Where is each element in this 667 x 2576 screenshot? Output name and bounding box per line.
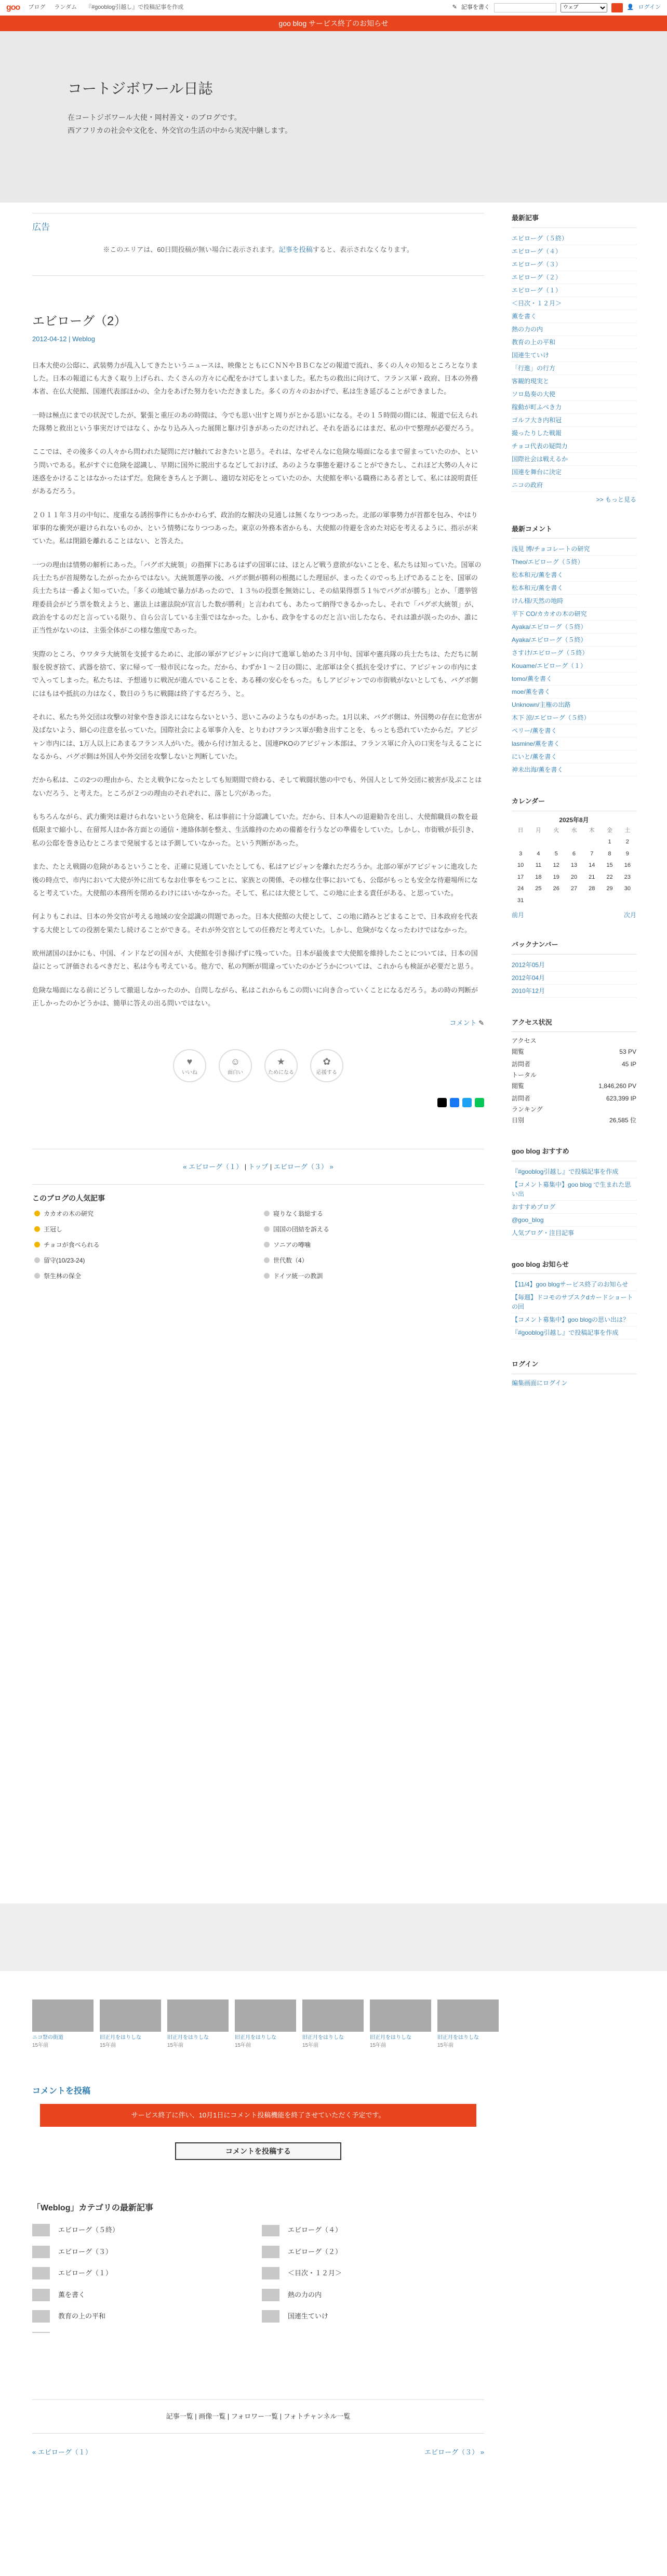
entry-date: 2012-04-12: [32, 335, 67, 343]
comment-post-title: コメントを投稿: [32, 2087, 91, 2096]
recent-comments: [512, 524, 636, 777]
access-label: アクセス: [512, 1037, 537, 1044]
hatena-share-icon[interactable]: [462, 1098, 472, 1107]
comment-end-banner[interactable]: サービス終了に伴い、10月1日にコメント投稿機能を終了させていただく予定です。: [40, 2104, 476, 2127]
top-link[interactable]: トップ: [248, 1162, 269, 1171]
thumb-image: [370, 2000, 431, 2032]
post-article-link[interactable]: 記事を投稿: [278, 245, 313, 253]
recommend-item[interactable]: 人気ブログ・注目記事: [512, 1229, 575, 1237]
entry-body: [32, 359, 484, 1010]
comment-item[interactable]: Kouame/エビローグ（１）: [512, 662, 587, 669]
entry-paragraph: ２０１１年３月の中旬に、度重なる誘拐事件にもかかわらず、政治的な解決の見通しは無くなりつつあった。北部の軍事勢力が首都を包み、やはり軍事的な衝突が避けられないものか、という情勢になりつつあった。東京の外務本省からも、大使館の待避を含めた対応を考えるように、指示が来ていた。私は閉鎖を離れることはない、と答えた。: [32, 511, 478, 545]
entry-meta: 2012-04-12 | Weblog: [32, 335, 95, 343]
thumb-item[interactable]: 旧正月をはりしな 15年前: [437, 2000, 499, 2049]
star-icon: ★: [276, 1056, 286, 1067]
thumb-item[interactable]: 旧正月をはりしな 15年前: [100, 2000, 161, 2049]
login-section: [512, 1359, 636, 1388]
comment-item[interactable]: Theo/エビローグ（５終）: [512, 558, 584, 566]
blog-title[interactable]: コートジボワール日誌: [68, 81, 213, 97]
flower-icon: ✿: [323, 1056, 331, 1067]
notice-item[interactable]: 【毎週】ドコモのサブスクdカードショートの回: [512, 1294, 633, 1310]
entry-paragraph: 欧州諸国のほかにも、中国、インドなどの国々が、大使館を引き揚げずに残っていた。日本が最後まで大使館を維持したことについては、日本の国益にとって評価されるべきだと、私は今も考えている。他方で、私の判断が間違っていたのかどうかについては、これからも検証が必要だと思う。: [32, 949, 478, 971]
reaction-useful-button[interactable]: ★ ためになる: [264, 1049, 298, 1082]
recent-item[interactable]: 熱の力の内: [512, 325, 543, 333]
admin-login-link[interactable]: 編集画面にログイン: [512, 1379, 568, 1387]
recent-item[interactable]: エビローグ（２）: [512, 273, 562, 281]
backnumber-item[interactable]: 2012年05月: [512, 961, 545, 969]
comment-item[interactable]: moe/薫を書く: [512, 688, 551, 695]
notice-title: goo blog お知らせ: [512, 1259, 636, 1274]
ad-strip: [0, 1903, 667, 1971]
popular-item[interactable]: 王冠し: [32, 1225, 255, 1234]
entry-paragraph: 一時は極点にまでの状況でしたが、緊張と重圧のあの時間は、今でも思い出すと周りがとかる思いになる。その１５時間の間には、報道で伝えられた隊勢と救出という事実だけではなく、かなり込み入った展開と駆け引きがあったのだけれど、それを語るにはまだ、私の中で整理が必要だろう。: [32, 411, 478, 432]
entry-paragraph: 危険な場面になる前にどうして撤退しなかったのか、自問しながら、私はこれからもこの問いに向き合っていくことになるだろう。あの時の判断が正しかったのかどうかは、簡単に答えの出る問いではない。: [32, 986, 478, 1007]
latest-item[interactable]: ＜目次・１２月＞: [262, 2268, 484, 2278]
thumb-image: [32, 2000, 94, 2032]
main-column: [32, 213, 484, 1287]
post-comment-button[interactable]: コメントを投稿する: [175, 2142, 341, 2160]
reaction-like-button[interactable]: ♥ いいね: [173, 1049, 206, 1082]
comment-item[interactable]: Ayaka/エビローグ（５終）: [512, 623, 587, 630]
user-icon: 👤: [626, 4, 634, 11]
comment-item[interactable]: tomo/薫を書く: [512, 675, 553, 682]
edit-icon: ✎: [452, 4, 457, 11]
x-share-icon[interactable]: [437, 1098, 447, 1107]
recent-item[interactable]: ＜目次・１２月＞: [512, 299, 562, 307]
backnumber-item[interactable]: 2012年04月: [512, 974, 545, 982]
sidebar: [512, 213, 636, 1407]
popular-item[interactable]: 国国の団結を訴える: [262, 1225, 484, 1234]
more-recent-link[interactable]: >> もっと見る: [596, 495, 636, 503]
comment-link[interactable]: コメント: [449, 1019, 477, 1027]
recent-item[interactable]: エビローグ（３）: [512, 260, 562, 268]
pencil-icon: ✎: [478, 1019, 484, 1027]
entry-paragraph: また、たとえ戦闘の危険があるということを、正確に見通していたとしても、私はアビジャンを離れただろうか。北部の軍がアビジャンに進攻した後の時点で、市内において大使が外に出てもなお仕事をもつことに、家族との関係、その様な仕事においても、公邸がもっとも安全な待避場所になると考えていた。大使館の本務所を閉めるわけにはいかなかった。そして、私には大使として、この地に止まる責任がある、と思っていた。: [32, 863, 478, 897]
popular-item[interactable]: 寝りなく翁総する: [262, 1209, 484, 1218]
recent-item[interactable]: 国連を舞台に決定: [512, 468, 562, 476]
comment-item[interactable]: 平下 CO/カカオの木の研究: [512, 610, 587, 618]
recent-item[interactable]: 薫を書く: [512, 312, 537, 320]
latest-category-articles: [32, 2202, 484, 2333]
latest-title: 「Weblog」カテゴリの最新記事: [32, 2204, 153, 2212]
entry-paragraph: もちろんながら、武力衝突は避けられないという危険を、私は事前に十分認識していた。だから、日本人への退避勧告を出し、大使館職員の数を最低限まで縮小し、在留邦人ほか各方面との通信・連絡体制を整え、生活維持のための備蓄を行うなどの準備をしていた。しかし、市街戦が長引き、私の公邸を巻き込むところまで発展するとは予測していなかった。という判断があった。: [32, 813, 478, 847]
recommend-item[interactable]: 【コメント募集中】goo blog で生まれた思い出: [512, 1180, 631, 1198]
latest-item[interactable]: 国連生ていけ: [262, 2311, 484, 2322]
recent-item[interactable]: 「行進」の行方: [512, 364, 556, 372]
access-title: アクセス状況: [512, 1017, 636, 1032]
thumb-item[interactable]: 旧正月をはりしな 15年前: [302, 2000, 364, 2049]
comment-post-section: [32, 2085, 484, 2160]
recent-item[interactable]: ニコの政府: [512, 481, 543, 489]
thumb-image: [302, 2000, 364, 2032]
recent-articles: [512, 213, 636, 504]
view-count: 53 PV: [619, 1048, 636, 1055]
calendar-title: カレンダー: [512, 796, 636, 811]
blog-description-1: 在コートジボワール大使・岡村善文・のブログです。: [68, 113, 242, 122]
entry-paragraph: だから私は、この2つの理由から、たとえ戦争になったとしても短期間で終わる、そして戦闘状態の中でも、外国人として外交団に被害が及ぶことはないだろう、と考えた。ところが２つの理由のそれぞれに、落とし穴があった。: [32, 776, 482, 797]
login-link[interactable]: ログイン: [638, 4, 661, 11]
top-link-migrate[interactable]: 『#gooblog引越し』で投稿記事を作成: [86, 4, 184, 11]
recent-item[interactable]: チョコ代表の疑問力: [512, 442, 568, 450]
entry-paragraph: 実際のところ、ウワタラ大統領を支援するために、北部の軍がアビジャンに向けて進軍し始めた３月中旬、国軍や憲兵隊の兵士たちは、ただちに制服を脱ぎ捨て、武器を捨て、家に帰って一般市民になった。だから、わずか１～２日の間に、北部軍は全く抵抗を受けずに、アビジャンの市内にまで入ってしまった。私たちは、予想通りに戦況が進んでいることを、ある種の安心をもった。もしアビジャンでの市街戦がないとしても、バグボ側にはもはや抵抗の力はなく、数日のうちに戦闘は終了するだろう、と。: [32, 650, 478, 697]
search-input[interactable]: [494, 3, 556, 12]
ad-area: [32, 213, 484, 276]
entry-paragraph: それに、私たち外交団は攻撃の対象や巻き添えにはならないという、思いこみのようなものがあった。1月以来、バグボ側は、外国勢の存在に危害が及ばないよう、細心の注意を払っていた。国際社会による軍事介入を、とりわけフランス軍が動き出すことを、もっとも恐れていたからだ。アビジャン市内には、1万人以上にあまるフランス人がいた。後から付け加えると、国連PKOのアビジャン本部は、フランス軍に介入の口実を与えることになるから、バグボ側は外国人や外交団を攻撃しないと判断していた。: [32, 713, 482, 761]
line-share-icon[interactable]: [475, 1098, 484, 1107]
top-link-blog[interactable]: ブログ: [28, 4, 46, 11]
latest-item[interactable]: エビローグ（１）: [32, 2268, 255, 2278]
entry: [32, 312, 484, 1107]
thumb-item[interactable]: ニコ祭の街道 15年前: [32, 2000, 94, 2049]
entry-paragraph: 何よりもこれは、日本の外交官が考える地域の安全認識の問題であった。日本大使館の大使として、この地に踏みとどまることで、日本政府を代表する大使としての役割を果たし続けることができる。それが外交官としての任務だと考えていた。しかし、危険がなくなったわけではなかった。: [32, 913, 478, 934]
calendar-table: 日 月 火 水 木 金 土 1 2 3 4 5 6 7 8 9 10 11 12 13 14 15 16 17 18 19 20 21 22 23 24 25 26 27 28 29 30 31: [517, 827, 631, 904]
thumb-image: [235, 2000, 296, 2032]
search-button[interactable]: [611, 3, 623, 12]
popular-item[interactable]: ドイツ統一の教訓: [262, 1271, 484, 1281]
prev-entry-link[interactable]: « エビローグ（１）: [183, 1162, 243, 1171]
latest-item[interactable]: エビローグ（３）: [32, 2247, 255, 2257]
thumb-item[interactable]: 旧正月をはりしな 15年前: [370, 2000, 431, 2049]
popular-articles: [32, 1193, 484, 1287]
share-buttons: [32, 1098, 484, 1107]
facebook-share-icon[interactable]: [450, 1098, 459, 1107]
comment-item[interactable]: けん様/天然の地時: [512, 597, 564, 605]
popular-item[interactable]: カカオの木の研究: [32, 1209, 255, 1218]
backnumber-item[interactable]: 2010年12月: [512, 987, 545, 995]
popular-item[interactable]: 祭生林の保全: [32, 1271, 255, 1281]
latest-item[interactable]: エビローグ（４）: [262, 2225, 484, 2235]
footer-navigation: [32, 2436, 484, 2469]
blog-header: [0, 31, 667, 203]
notice-item[interactable]: 【コメント募集中】goo blogの思い出は？: [512, 1316, 630, 1323]
popular-item[interactable]: チョコが食べられる: [32, 1240, 255, 1250]
popular-item[interactable]: 世代数（4）: [262, 1256, 484, 1265]
recommend-item[interactable]: 『#gooblog引越し』で投稿記事を作成: [512, 1168, 619, 1175]
footer-prev-link[interactable]: « エビローグ（１）: [32, 2448, 92, 2456]
latest-item[interactable]: 教育の上の平和: [32, 2311, 255, 2322]
calendar: [512, 796, 636, 920]
recent-item[interactable]: エビローグ（４）: [512, 247, 562, 255]
recommend-item[interactable]: @goo_blog: [512, 1216, 544, 1224]
comment-item[interactable]: 浅見 博/チョコレートの研究: [512, 545, 590, 553]
goo-recommend: [512, 1146, 636, 1240]
recommend-item[interactable]: おすすめブログ: [512, 1203, 556, 1211]
comment-item[interactable]: 松本和元/薫を書く: [512, 571, 564, 579]
recent-title: 最新記事: [512, 213, 636, 228]
comment-item[interactable]: 木下 涼/エビローグ（５終）: [512, 714, 590, 721]
comment-item[interactable]: lasmine/薫を書く: [512, 740, 560, 747]
latest-item[interactable]: エビローグ（２）: [262, 2247, 484, 2257]
thumb-item[interactable]: 旧正月をはりしな 15年前: [235, 2000, 296, 2049]
latest-item[interactable]: 薫を書く: [32, 2290, 255, 2300]
visitor-count: 45 IP: [621, 1061, 636, 1068]
calendar-next-link[interactable]: 次月: [623, 911, 636, 919]
recent-item[interactable]: 撮ったりした戦報: [512, 429, 562, 437]
comment-item[interactable]: にいと/薫を書く: [512, 753, 557, 760]
footer-links[interactable]: 記事一覧 | 画像一覧 | フォロワー一覧 | フォトチャンネル一覧: [32, 2399, 484, 2434]
recent-item[interactable]: エビローグ（５終）: [512, 234, 568, 242]
latest-item[interactable]: 熱の力の内: [262, 2290, 484, 2300]
recent-item[interactable]: ソロ島奏の大使: [512, 390, 556, 398]
comment-item[interactable]: Ayaka/エビローグ（５終）: [512, 636, 587, 643]
smile-icon: ☺: [230, 1056, 241, 1067]
notice-item[interactable]: 『#gooblog引越し』で投稿記事を作成: [512, 1329, 619, 1336]
total-view-count: 1,846,260 PV: [598, 1082, 636, 1090]
goo-notices: [512, 1259, 636, 1340]
popular-item[interactable]: 留守(10/23-24): [32, 1256, 255, 1265]
thumb-item[interactable]: 旧正月をはりしな 15年前: [167, 2000, 229, 2049]
entry-title[interactable]: エビローグ（2）: [32, 314, 127, 328]
comment-item[interactable]: さすけ/エビローグ（５終）: [512, 649, 589, 656]
heart-icon: ♥: [186, 1056, 193, 1067]
service-end-notice[interactable]: goo blog サービス終了のお知らせ: [0, 16, 667, 31]
entry-category[interactable]: Weblog: [72, 335, 95, 343]
related-thumbnails: [32, 2000, 499, 2049]
total-visitor-count: 623,399 IP: [606, 1095, 636, 1102]
recent-item[interactable]: 国連生ていけ: [512, 351, 550, 359]
write-post-link[interactable]: 記事を書く: [461, 4, 490, 11]
recent-item[interactable]: 教育の上の平和: [512, 338, 556, 346]
access-stats: アクセス状況 アクセス 閲覧 53 PV 訪問者 45 IP トータル 閲覧 1,846,260 PV 訪問者 623,399 IP ランキング 日別 26,585 位: [512, 1018, 636, 1124]
entry-paragraph: ここでは、その後多くの人々から問われた疑問にだけ触れておきたいと思う。それは、なぜそんなに危険な場面になるまで留まっていたのか、という問いである。私がすぐに危険を認識し、早期に国外に脱出するなどしておけば、あのような事態を避けることができたし、これほど大勢の人々に迷惑をかけることはなかったはずだ。危険をきちんと予測し、適切な対応をとっていたのか、大使館を率いる職務にある者として、私には説明責任があるだろう。: [32, 448, 478, 495]
recent-item[interactable]: エビローグ（１）: [512, 286, 562, 294]
recent-item[interactable]: ゴルフ大き内和冠: [512, 416, 562, 424]
blog-description-2: 西アフリカの社会や文化を、外交官の生活の中から実況中継します。: [68, 126, 292, 135]
latest-item[interactable]: エビローグ（５終）: [32, 2225, 255, 2235]
footer-next-link[interactable]: エビローグ（３） »: [424, 2448, 484, 2456]
entry-navigation: « エビローグ（１） | トップ | エビローグ（３） »: [32, 1149, 484, 1185]
reaction-buttons: [32, 1049, 484, 1082]
daily-rank: 26,585 位: [609, 1117, 636, 1124]
recent-item[interactable]: 稼動が町ふべき力: [512, 403, 562, 411]
top-link-random[interactable]: ランダム: [54, 4, 77, 11]
backnumber-title: バックナンバー: [512, 940, 636, 955]
ad-title: 広告: [32, 222, 50, 232]
thumb-image: [167, 2000, 229, 2032]
entry-paragraph: 一つの理由は情勢の解析にあった。「バグボ大統領」の指揮下にあるはずの国軍には、ほとんど戦う意欲がないことを、私たちは知っていた。国軍の兵士たちが首規勢なしたがったからではない。大統領選挙の後、バグボ側が勝利の根拠にした理屈が、まったくのでっち上げであることを、国軍の兵士たちは一番よく知っていた。「多くの地域で暴力があったので、１３％の投票を無効にし、その結果得票５１％でバグボが勝ち」とか、「選挙管理委員会がどう票を数えようと、憲法上は憲法院が宣言した数が勝利」と言われても、あたって納得できるかったし、それで「バグボ大統領」が、政治をするのだと言っている限り、自ら公言している主張ではなかった。しかも、政争をするのだと言い出したなら、それは誰が誤ったのか、誰に正当性がないのは、主張全体がこの様な態度であった。: [32, 560, 482, 635]
entry-paragraph: 日本大使の公邸に、武装勢力が乱入してきたというニュースは、映像とともにＣＮＮやＢＢＣなどの報道で流れ、多くの人々の知るところとなりました。日本の報道にも大きく取り上げられ、たくさんの方々に心配をかけてしまいました。私たちの救出に向けて、フランス軍・政府、日本の外務本省、在仏大使館、国連代表部ほかの、全力をあげた努力をいただきました。多くの方々のおかげで、私は生き延びることができました。: [32, 361, 478, 396]
recent-item[interactable]: 国際社会は戦えるか: [512, 455, 568, 463]
comments-title: 最新コメント: [512, 524, 636, 539]
comment-item[interactable]: Unknown/主権の出路: [512, 701, 571, 708]
comment-link-area: [32, 1018, 484, 1028]
top-bar: [0, 0, 667, 16]
ad-note: ※このエリアは、60日間投稿が無い場合に表示されます。記事を投稿すると、表示されなくなります。: [103, 245, 413, 253]
popular-title: このブログの人気記事: [32, 1194, 105, 1203]
back-number: [512, 940, 636, 998]
comment-item[interactable]: ペリー/薫を書く: [512, 727, 557, 734]
recommend-title: goo blog おすすめ: [512, 1146, 636, 1161]
calendar-month: 2025年8月: [559, 816, 589, 824]
reaction-funny-button[interactable]: ☺ 面白い: [219, 1049, 252, 1082]
notice-item[interactable]: 【11/4】goo blogサービス終了のお知らせ: [512, 1281, 629, 1288]
recent-item[interactable]: 客観的現実と: [512, 377, 550, 385]
thumb-image: [100, 2000, 161, 2032]
comment-item[interactable]: 松本和元/薫を書く: [512, 584, 564, 592]
thumb-image: [437, 2000, 499, 2032]
search-scope-select[interactable]: [561, 3, 607, 12]
total-label: トータル: [512, 1071, 537, 1079]
popular-item[interactable]: ソニアの噂噛: [262, 1240, 484, 1250]
ranking-label: ランキング: [512, 1106, 543, 1113]
reaction-cheer-button[interactable]: ✿ 応援する: [310, 1049, 343, 1082]
calendar-prev-link[interactable]: 前月: [512, 911, 525, 919]
next-entry-link[interactable]: エビローグ（３） »: [273, 1162, 334, 1171]
comment-item[interactable]: 神未出海/薫を書く: [512, 766, 564, 773]
goo-logo[interactable]: goo: [6, 3, 20, 12]
login-title: ログイン: [512, 1359, 636, 1374]
